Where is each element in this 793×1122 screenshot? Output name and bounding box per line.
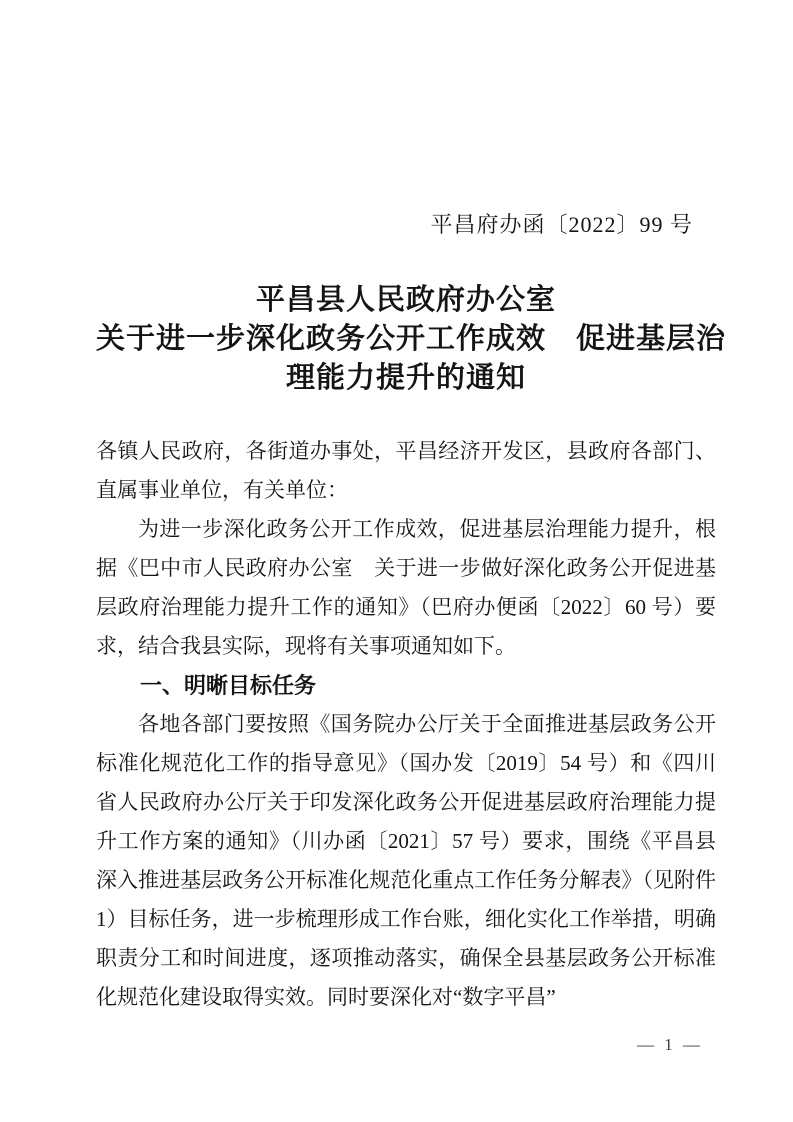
document-title [96, 281, 727, 398]
section-1-body: 各地各部门要按照《国务院办公厅关于全面推进基层政务公开标准化规范化工作的指导意见》（国办发〔2019〕54 号）和《四川省人民政府办公厅关于印发深化政务公开促进基层政府治理能力提升工作方案的通知》（川办函〔2021〕57 号）要求，围绕《平昌县深入推进基层政务公开标准化规范化重点工作任务分解表》（见附件 1）目标任务，进一步梳理形成工作台账，细化实化工作举措，明确职责分工和时间进度，逐项推动落实，确保全县基层政务公开标准化规范化建设取得实效。同时要深化对“数字平昌” [96, 712, 716, 1009]
paragraph-intro: 为进一步深化政务公开工作成效，促进基层治理能力提升，根据《巴中市人民政府办公室 关于进一步做好深化政务公开促进基层政府治理能力提升工作的通知》（巴府办便函〔2022〕60 号）要求，结合我县实际，现将有关事项通知如下。 [96, 517, 716, 658]
document-title-line-1: 平昌县人民政府办公室 [255, 284, 556, 316]
document-title-line-2: 关于进一步深化政务公开工作成效 促进基层治 [96, 323, 727, 355]
page-number: — 1 — [637, 1035, 703, 1054]
document-title-line-3: 理能力提升的通知 [285, 362, 526, 394]
document-number: 平昌府办函〔2022〕99 号 [430, 212, 693, 237]
salutation: 各镇人民政府，各街道办事处，平昌经济开发区，县政府各部门、直属事业单位，有关单位： [96, 439, 716, 502]
section-1-heading: 一、明晰目标任务 [140, 673, 317, 698]
document-body [96, 432, 716, 1017]
